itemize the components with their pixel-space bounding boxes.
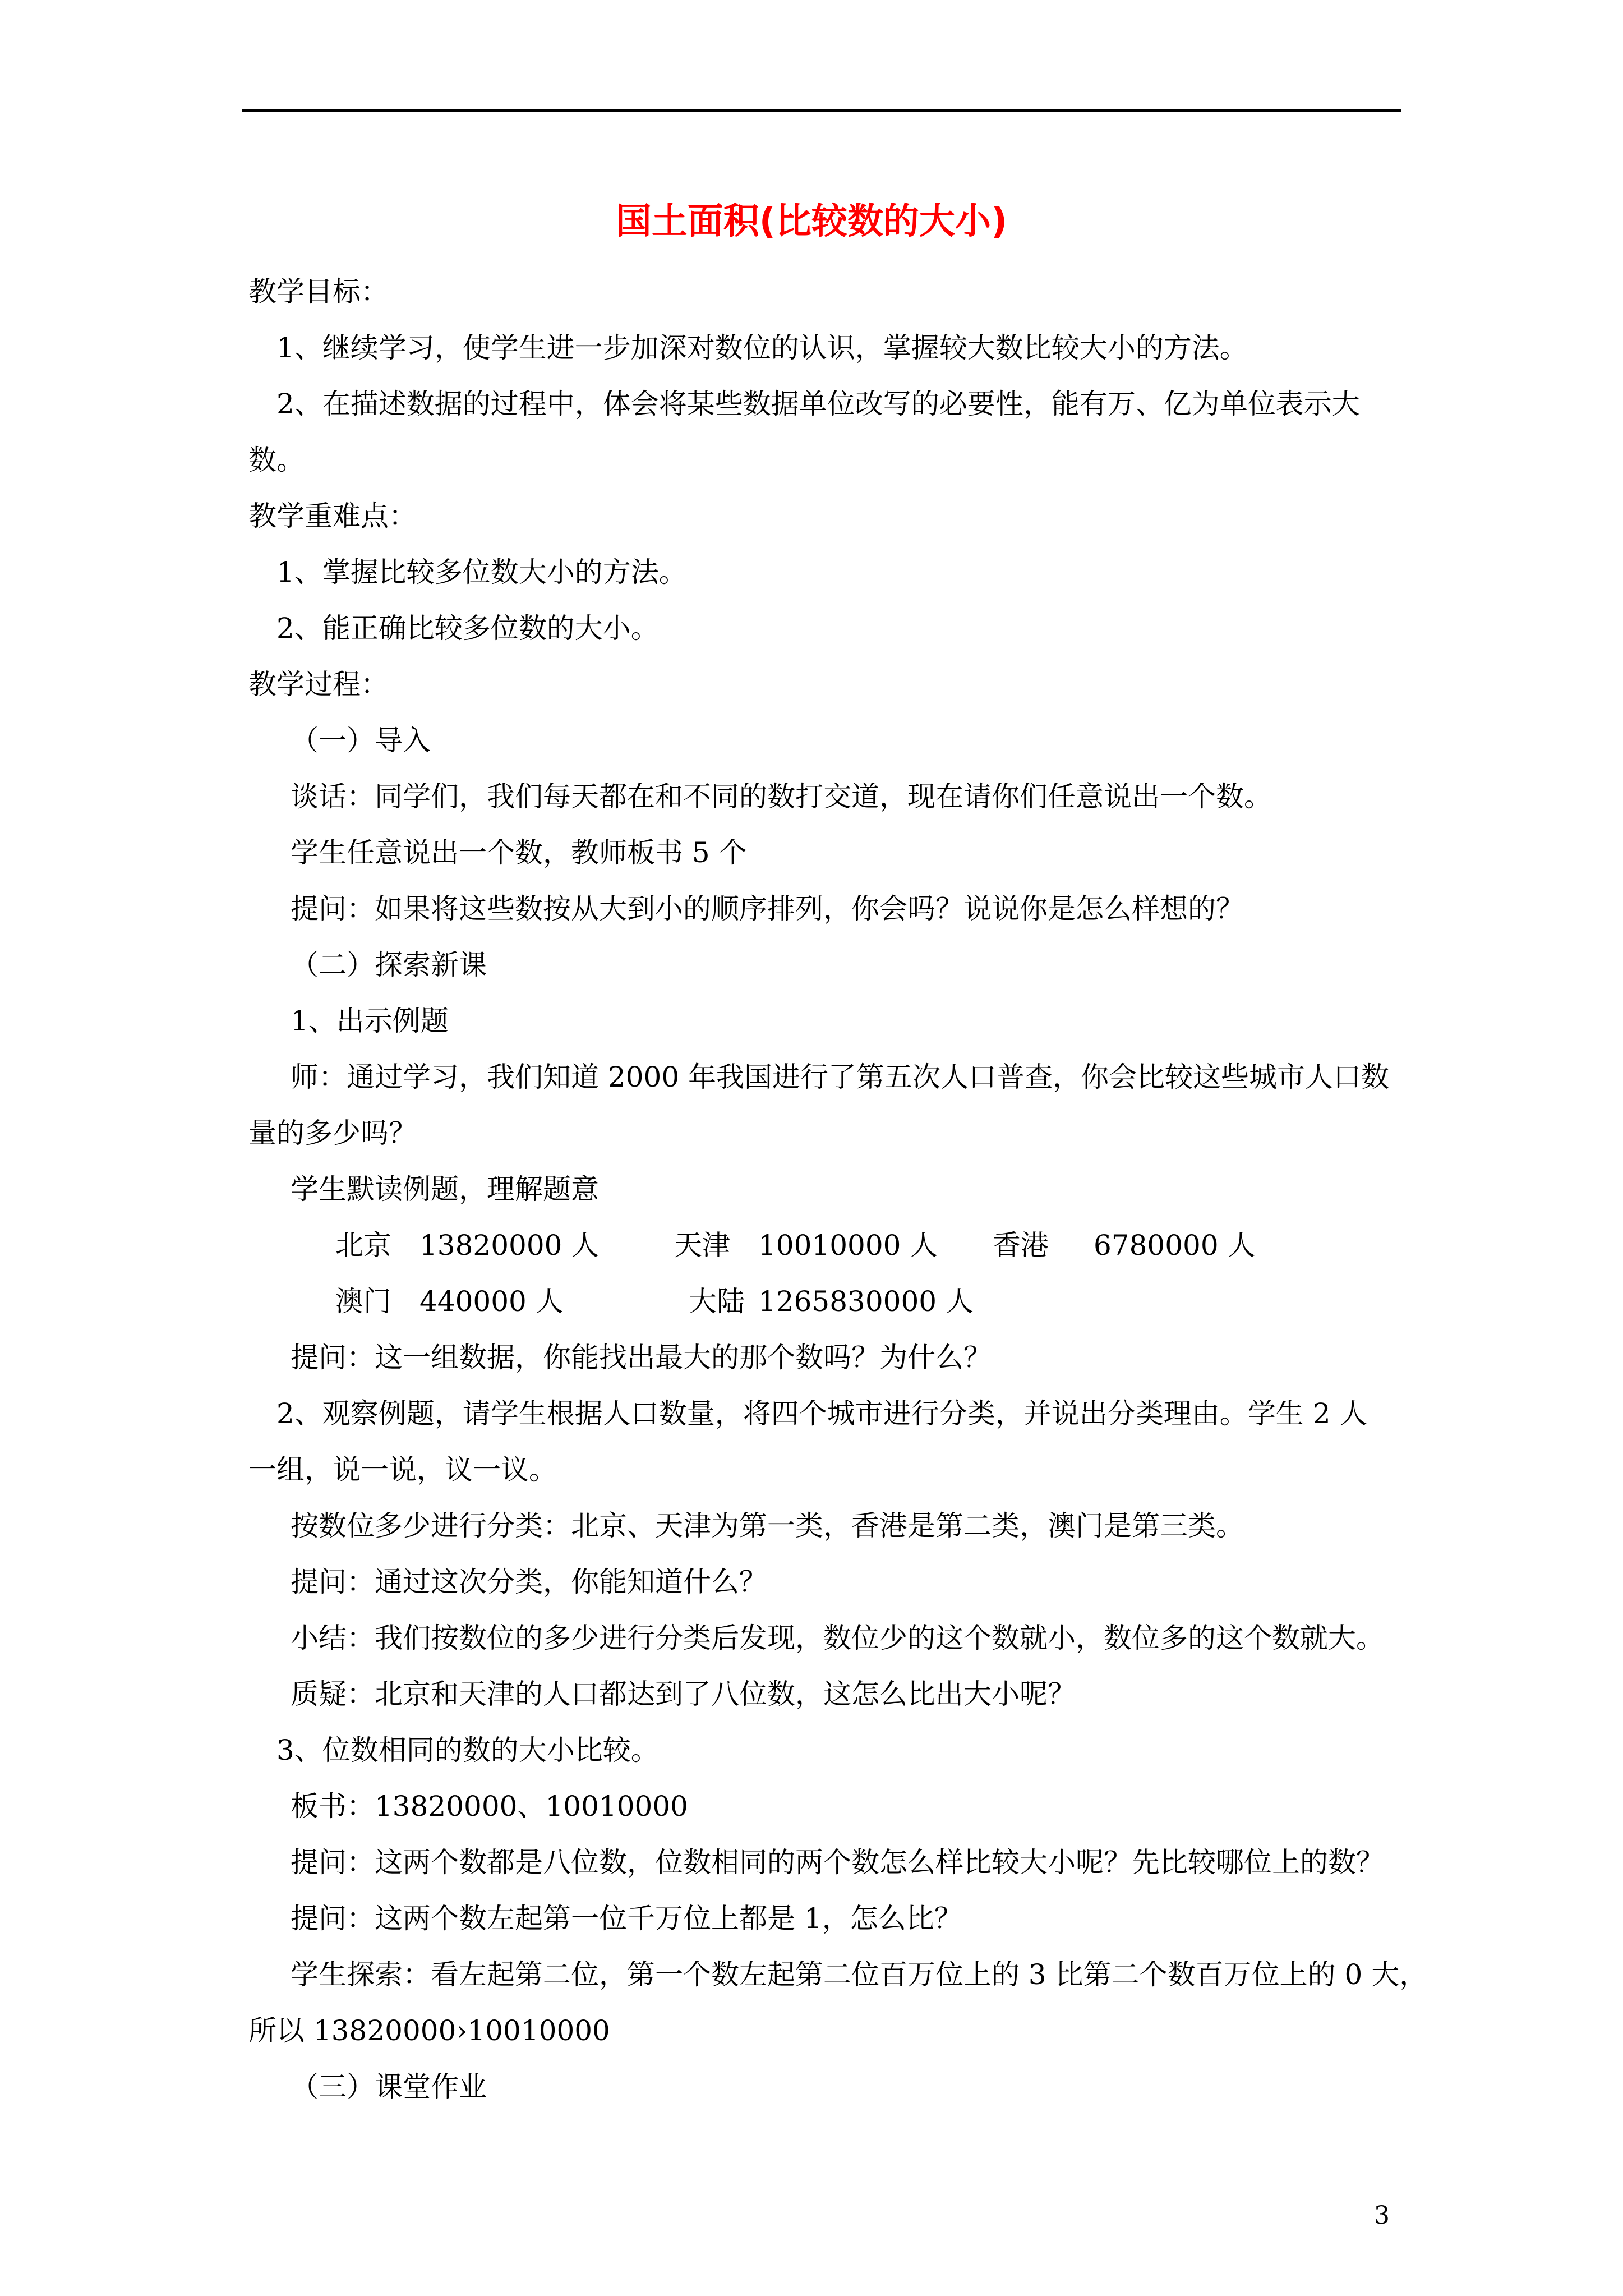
question-2: 提问：这一组数据，你能找出最大的那个数吗？为什么？	[291, 1341, 992, 1374]
step-2: 2、观察例题，请学生根据人口数量，将四个城市进行分类，并说出分类理由。学生 2 人	[276, 1397, 1368, 1430]
header-rule	[242, 109, 1401, 112]
question-4: 提问：这两个数都是八位数，位数相同的两个数怎么样比较大小呢？先比较哪位上的数？	[291, 1846, 1384, 1879]
step-3: 3、位数相同的数的大小比较。	[276, 1734, 659, 1766]
doubt-paragraph: 质疑：北京和天津的人口都达到了八位数，这怎么比出大小呢？	[291, 1678, 1076, 1710]
process-heading: 教学过程：	[248, 668, 389, 701]
board-paragraph: 板书：13820000、10010000	[291, 1790, 688, 1823]
population-value: 440000 人	[419, 1285, 564, 1318]
question-5: 提问：这两个数左起第一位千万位上都是 1，怎么比？	[291, 1902, 962, 1935]
talk-paragraph: 谈话：同学们，我们每天都在和不同的数打交道，现在请你们任意说出一个数。	[291, 780, 1272, 813]
classify-paragraph: 按数位多少进行分类：北京、天津为第一类，香港是第二类，澳门是第三类。	[291, 1510, 1244, 1542]
population-city: 香港	[993, 1229, 1049, 1262]
keypoint-item-1: 1、掌握比较多位数大小的方法。	[276, 556, 687, 588]
teacher-paragraph-cont: 量的多少吗？	[248, 1117, 417, 1149]
keypoints-heading: 教学重难点：	[248, 500, 417, 532]
population-value: 13820000 人	[419, 1229, 600, 1262]
step-1: 1、出示例题	[291, 1005, 449, 1037]
page-title: 国土面积(比较数的大小)	[615, 201, 1008, 242]
read-paragraph: 学生默读例题，理解题意	[291, 1173, 599, 1205]
goals-heading: 教学目标：	[248, 275, 389, 308]
keypoint-item-2: 2、能正确比较多位数的大小。	[276, 612, 659, 645]
population-value: 6780000 人	[1094, 1229, 1256, 1262]
population-city: 澳门	[335, 1285, 391, 1318]
page-number: 3	[1374, 2201, 1390, 2230]
explore-paragraph-cont: 所以 13820000›10010000	[248, 2014, 610, 2047]
teacher-paragraph: 师：通过学习，我们知道 2000 年我国进行了第五次人口普查，你会比较这些城市人口数	[291, 1061, 1390, 1093]
part-2-heading: （二）探索新课	[291, 949, 487, 981]
question-1: 提问：如果将这些数按从大到小的顺序排列，你会吗？说说你是怎么样想的？	[291, 892, 1244, 925]
summary-paragraph: 小结：我们按数位的多少进行分类后发现，数位少的这个数就小，数位多的这个数就大。	[291, 1622, 1384, 1654]
part-3-heading: （三）课堂作业	[291, 2070, 487, 2103]
population-value: 1265830000 人	[758, 1285, 974, 1318]
population-city: 天津	[674, 1229, 730, 1262]
explore-paragraph: 学生探索：看左起第二位，第一个数左起第二位百万位上的 3 比第二个数百万位上的 0 大，	[291, 1958, 1428, 1991]
goal-item-2-cont: 数。	[248, 444, 305, 476]
question-3: 提问：通过这次分类，你能知道什么？	[291, 1566, 767, 1598]
population-value: 10010000 人	[758, 1229, 938, 1262]
students-say-paragraph: 学生任意说出一个数，教师板书 5 个	[291, 836, 747, 869]
part-1-heading: （一）导入	[291, 724, 431, 757]
goal-item-2: 2、在描述数据的过程中，体会将某些数据单位改写的必要性，能有万、亿为单位表示大	[276, 388, 1360, 420]
population-city: 北京	[335, 1229, 391, 1262]
goal-item-1: 1、继续学习，使学生进一步加深对数位的认识，掌握较大数比较大小的方法。	[276, 332, 1248, 364]
step-2-cont: 一组，说一说，议一议。	[248, 1453, 557, 1486]
population-city: 大陆	[689, 1285, 745, 1318]
